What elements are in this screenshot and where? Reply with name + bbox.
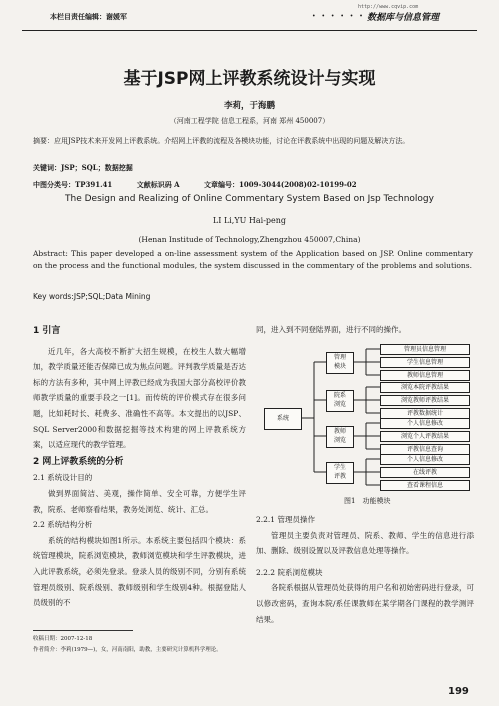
header-section-title: 数据库与信息管理	[367, 13, 440, 23]
diagram-leaf: 浏览本院评教结果	[380, 382, 470, 393]
header-dots: • • • • • • • •	[312, 13, 384, 20]
keywords-cn: 关键词：JSP；SQL；数据挖掘	[33, 163, 133, 172]
clc-number: 中图分类号：TP391.41	[33, 180, 113, 189]
diagram-leaf: 个人信息修改	[380, 454, 470, 465]
header-divider	[22, 30, 477, 31]
diagram-leaf: 浏览教师评教结果	[380, 395, 470, 406]
right-column-body	[256, 512, 474, 627]
en-title: The Design and Realizing of Online Commentary System Based on Jsp Technology	[65, 194, 434, 204]
diagram-leaf: 评教数据统计	[380, 408, 470, 419]
section-2-heading: 2 网上评教系统的分析	[33, 456, 124, 467]
diagram-root-node: 系统	[264, 408, 302, 430]
section-2-2-1-paragraph: 管理员主要负责对管理员、院系、教师、学生的信息进行添加、删除、级别设置以及评教信息处理等操作。	[256, 530, 474, 556]
function-module-diagram	[262, 344, 474, 492]
diagram-leaf: 个人信息修改	[380, 418, 470, 429]
section-2-1-heading: 2.1 系统设计目的	[33, 473, 93, 483]
section-2-2-paragraph: 系统的结构模块如图1所示。本系统主要包括四个模块：系统管理模块，院系浏览模块，教师浏览模块和学生评教模块，进入此评教系统，必须先登录。登录人员的级别不同，分别有系统管理员级别、院系级别、教师级别和学生级别4种。根据登陆人员级别的不	[33, 535, 246, 608]
diagram-leaf: 评教信息查询	[380, 444, 470, 455]
author-bio: 作者简介：李莉(1979—)，女，河南南阳，助教，主要研究计算机科学理论。	[33, 647, 222, 653]
doc-code: 文献标识码 A	[136, 180, 180, 189]
authors: 李莉，于海鹏	[223, 101, 275, 111]
diagram-leaf: 查看课程信息	[380, 480, 470, 491]
diagram-leaf: 管理员信息管理	[380, 344, 470, 355]
en-authors: LI Li,YU Hai-peng	[212, 216, 287, 225]
section-2-2-2-heading: 2.2.2 院系浏览模块	[256, 567, 323, 577]
classification	[33, 180, 469, 190]
abstract-cn: 摘要：应用JSP技术来开发网上评教系统。介绍网上评教的流程及各模块功能，讨论在评教系统中出现的问题及解决方法。	[33, 137, 410, 145]
footnote-divider	[33, 630, 133, 631]
affiliation: （河南工程学院 信息工程系，河南 郑州 450007）	[169, 117, 330, 125]
diagram-leaf: 浏览个人评教结果	[380, 431, 470, 442]
section-1-heading: 1 引言	[33, 326, 61, 336]
diagram-node-department: 院系 浏览	[326, 390, 354, 412]
section-2-2-heading: 2.2 系统结构分析	[33, 520, 93, 530]
section-2-2-2-paragraph: 各院系根据从管理员处获得的用户名和初始密码进行登录，可以修改密码，查询本院/系任课教师在某学期各门课程的教学测评结果。	[256, 583, 474, 624]
article-number: 文章编号：1009-3044(2008)02-10199-02	[204, 180, 357, 189]
left-column	[33, 324, 246, 611]
en-abstract: Abstract: This paper developed a on-line assessment system of the Application based on JSP. Online commentary on the process and the functional modules, the system discussed in the commentary of the problems and solutions.	[33, 249, 473, 270]
section-2-2-1-heading: 2.2.1 管理员操作	[256, 515, 315, 524]
page-number: 199	[448, 686, 469, 697]
en-affiliation: (Henan Institude of Technology,Zhengzhou 450007,China)	[138, 235, 361, 244]
en-keywords: Key words:JSP;SQL;Data Mining	[33, 292, 151, 301]
section-2-1-paragraph: 做到界面简洁、美观，操作简单、安全可靠，方便学生评教，院系、老师察看结果，教务处浏览、统计、汇总。	[33, 488, 246, 514]
paper-title: 基于JSP网上评教系统设计与实现	[123, 69, 376, 89]
figure-caption: 图1 功能模块	[344, 497, 391, 505]
diagram-node-teacher: 教师 浏览	[326, 426, 354, 448]
diagram-node-admin: 管理 模块	[326, 352, 354, 374]
diagram-leaf: 教师信息管理	[380, 370, 470, 381]
header-url: http://www.cqvip.com	[358, 4, 419, 10]
diagram-node-student: 学生 评教	[326, 462, 354, 484]
section-1-paragraph: 近几年，各大高校不断扩大招生规模，在校生人数大幅增加，教学质量还能否保障已成为焦点问题。评判教学质量是否达标的方法有多种，其中网上评教已经成为我国大部分高校评价教师教学质量的重要手段之一[1]。而传统的评价模式存在很多问题，比如耗时长、耗费多、准确性不高等。本文提出的以JSP、SQL Server2000和数据挖掘等技术构建的网上评教系统方案，以适应现代的教学管理。	[33, 346, 246, 450]
diagram-leaf: 在线评教	[380, 467, 470, 478]
right-column-top: 同，进入到不同登陆界面，进行不同的操作。	[256, 325, 406, 334]
header-column-editor: 本栏目责任编辑：谢媛军	[50, 13, 127, 21]
diagram-leaf: 学生信息管理	[380, 357, 470, 368]
received-date: 收稿日期：2007-12-18	[33, 636, 93, 642]
